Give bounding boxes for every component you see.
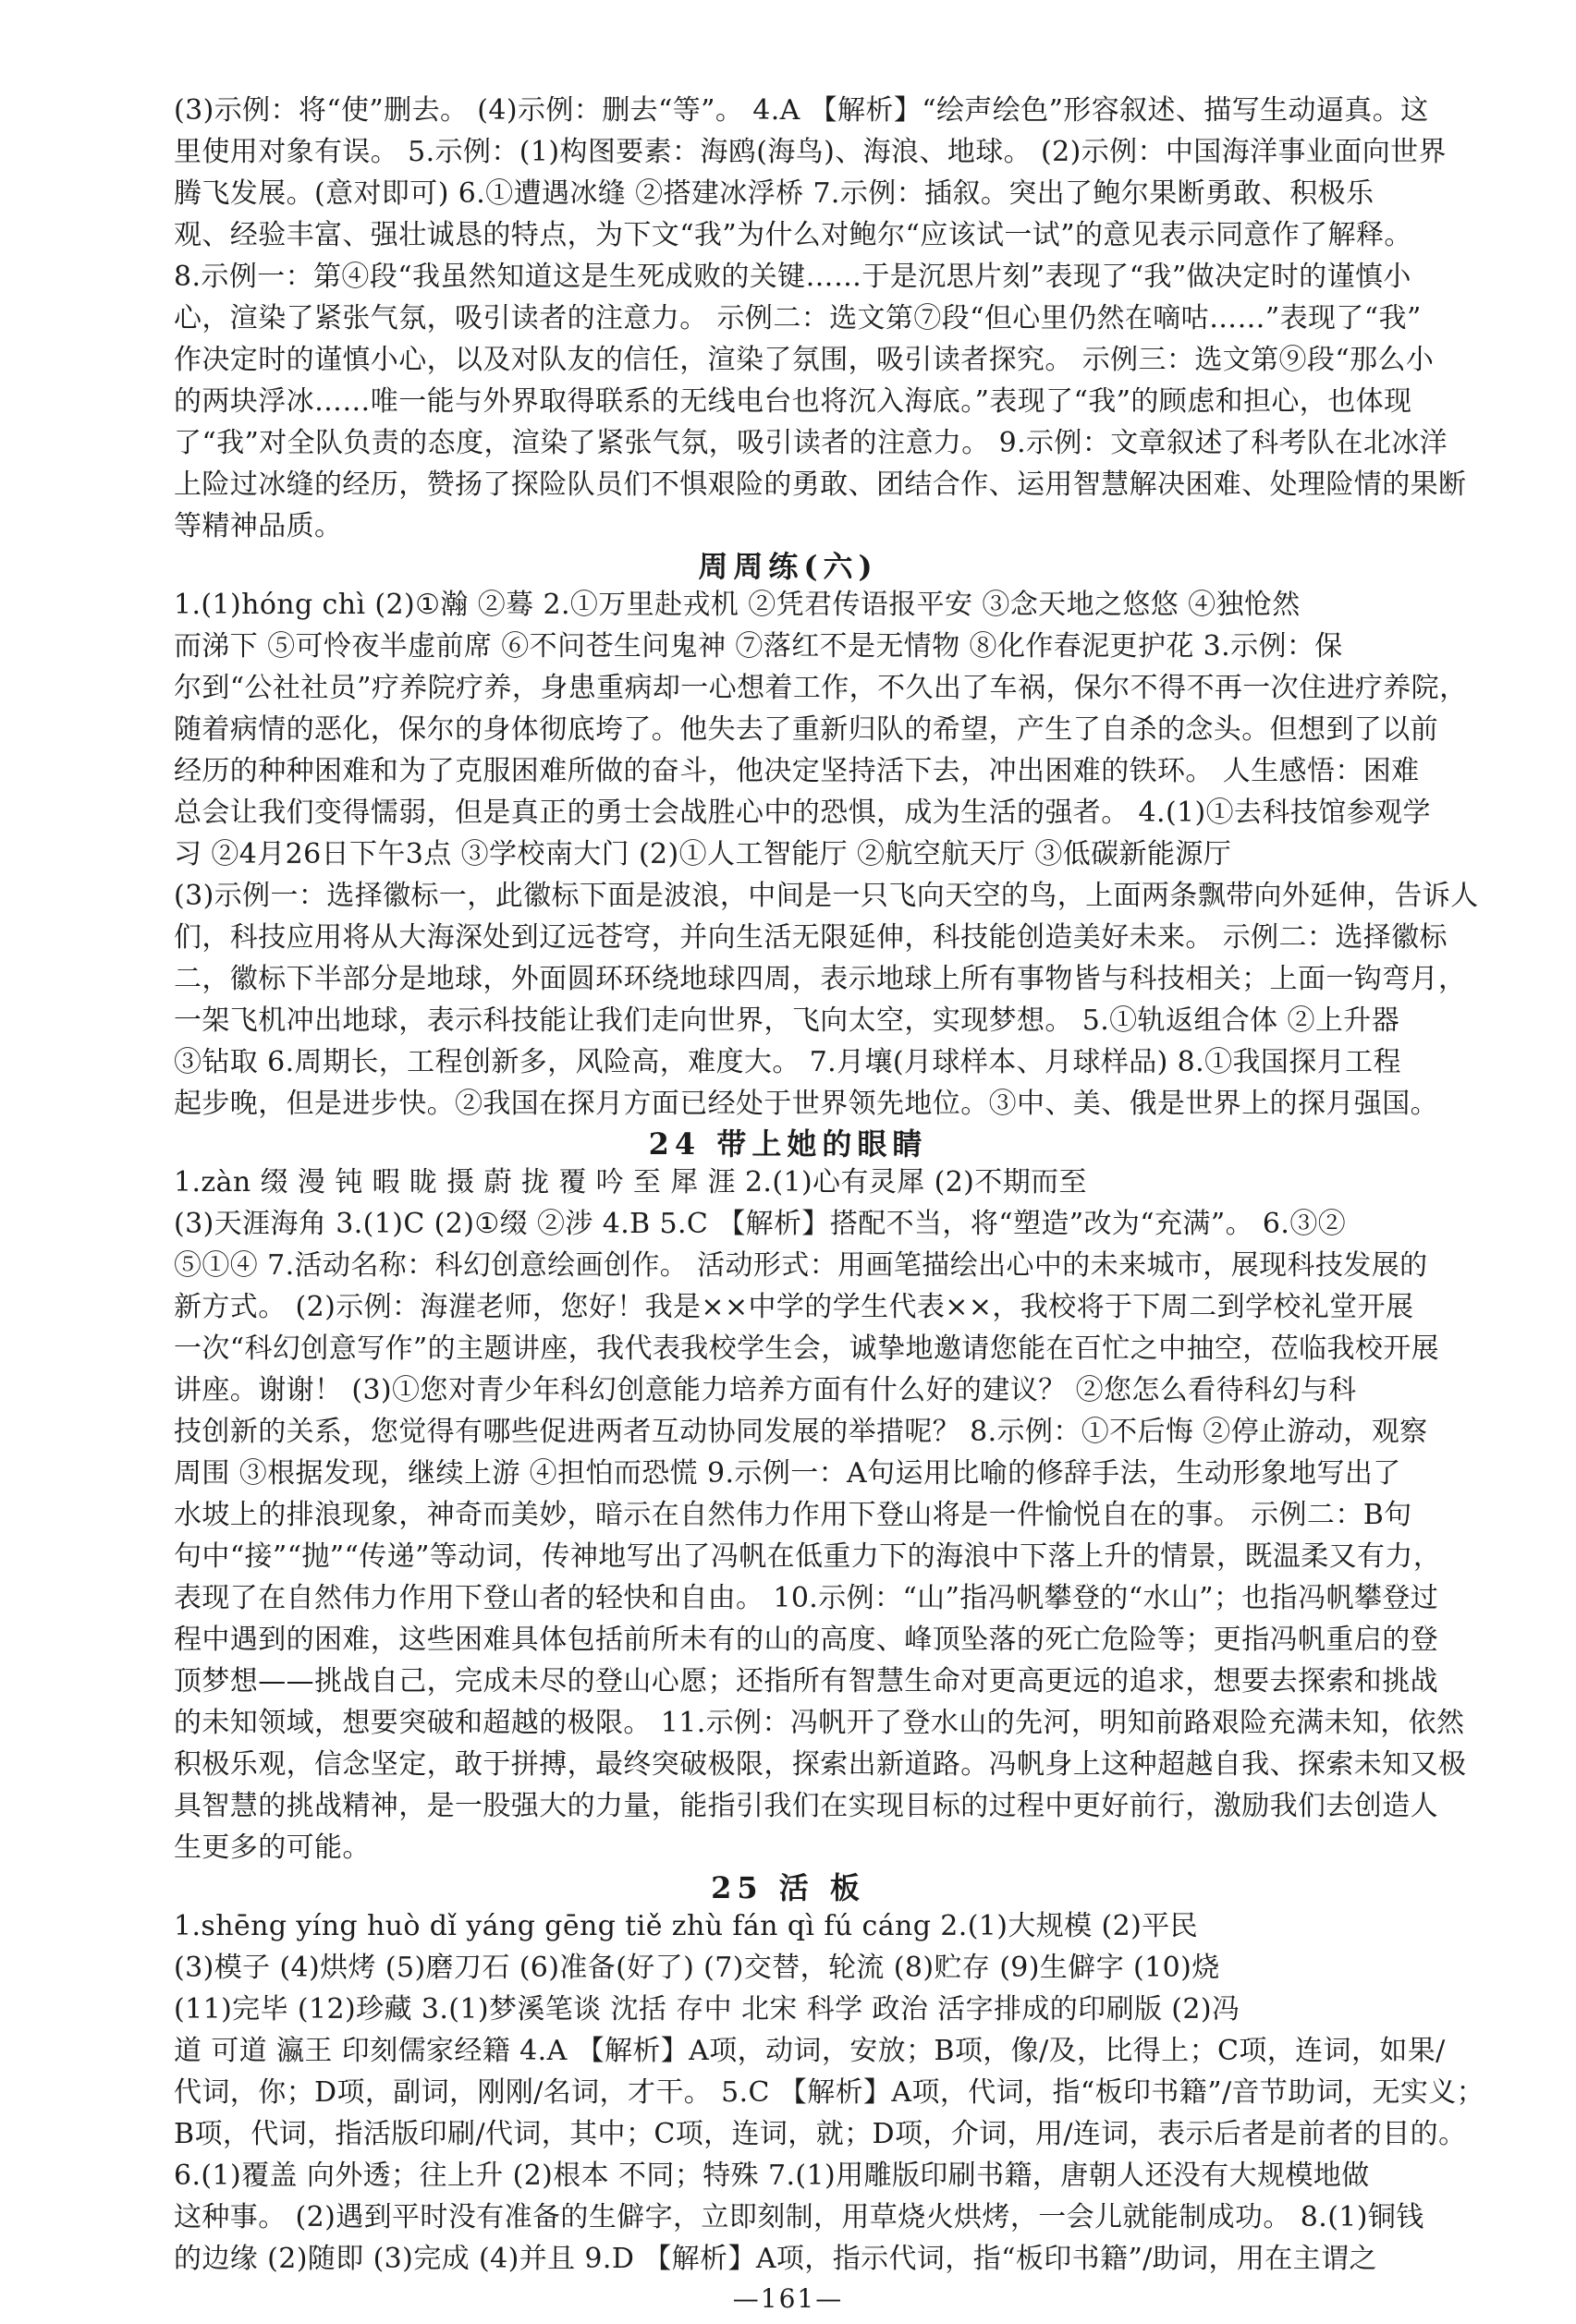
text-line: 等精神品质。	[174, 510, 343, 542]
section-heading: 24 带上她的眼睛	[648, 1126, 928, 1162]
text-line: B项，代词，指活版印刷/代词，其中；C项，连词，就；D项，介词，用/连词，表示后者是前者的目的。	[174, 2118, 1467, 2150]
text-line: 的未知领域，想要突破和超越的极限。 11.示例：冯帆开了登水山的先河，明知前路艰险充满未知，依然	[174, 1707, 1465, 1739]
text-line: 而涕下 ⑤可怜夜半虚前席 ⑥不问苍生问鬼神 ⑦落红不是无情物 ⑧化作春泥更护花 3.示例：保	[174, 630, 1343, 663]
text-line: 1.(1)hóng chì (2)①瀚 ②蓦 2.①万里赴戎机 ②凭君传语报平安 ③念天地之悠悠 ④独怆然	[174, 589, 1301, 621]
text-line: 习 ②4月26日下午3点 ③学校南大门 (2)①人工智能厅 ②航空航天厅 ③低碳新能源厅	[174, 838, 1232, 870]
text-line: 上险过冰缝的经历，赞扬了探险队员们不惧艰险的勇敢、团结合作、运用智慧解决困难、处理险情的果断	[174, 468, 1467, 501]
text-line: 积极乐观，信念坚定，敢于拼搏，最终突破极限，探索出新道路。冯帆身上这种超越自我、探索未知又极	[174, 1748, 1467, 1781]
text-line: 作决定时的谨慎小心，以及对队友的信任，渲染了氛围，吸引读者探究。 示例三：选文第⑨段“那么小	[174, 344, 1435, 376]
text-line: (3)天涯海角 3.(1)C (2)①缀 ②涉 4.B 5.C 【解析】搭配不当，将“塑造”改为“充满”。 6.③②	[174, 1208, 1347, 1240]
text-line: 总会让我们变得懦弱，但是真正的勇士会战胜心中的恐惧，成为生活的强者。 4.(1)①去科技馆参观学	[174, 797, 1431, 829]
section-heading: 周周练(六)	[698, 549, 878, 584]
text-line: 的边缘 (2)随即 (3)完成 (4)并且 9.D 【解析】A项，指示代词，指“板印书籍”/助词，用在主谓之	[174, 2243, 1377, 2275]
text-line: ③钻取 6.周期长，工程创新多，风险高，难度大。 7.月壤(月球样本、月球样品) 8.①我国探月工程	[174, 1046, 1401, 1078]
text-line: 6.(1)覆盖 向外透；往上升 (2)根本 不同；特殊 7.(1)用雕版印刷书籍，唐朝人还没有大规模地做	[174, 2160, 1370, 2192]
text-line: (11)完毕 (12)珍藏 3.(1)梦溪笔谈 沈括 存中 北宋 科学 政治 活字排成的印刷版 (2)冯	[174, 1993, 1240, 2026]
text-line: 了“我”对全队负责的态度，渲染了紧张气氛，吸引读者的注意力。 9.示例：文章叙述了科考队在北冰洋	[174, 427, 1448, 459]
text-line: 观、经验丰富、强壮诚恳的特点，为下文“我”为什么对鲍尔“应该试一试”的意见表示同意作了解释。	[174, 219, 1412, 251]
text-line: 随着病情的恶化，保尔的身体彻底垮了。他失去了重新归队的希望，产生了自杀的念头。但想到了以前	[174, 713, 1438, 746]
text-line: 道 可道 瀛王 印刻儒家经籍 4.A 【解析】A项，动词，安放；B项，像/及，比得上；C项，连词，如果/	[174, 2035, 1446, 2067]
text-line: (3)示例：将“使”删去。 (4)示例：删去“等”。 4.A 【解析】“绘声绘色”形容叙述、描写生动逼真。这	[174, 94, 1429, 127]
text-line: 程中遇到的困难，这些困难具体包括前所未有的山的高度、峰顶坠落的死亡危险等；更指冯帆重启的登	[174, 1624, 1438, 1656]
text-line: 这种事。 (2)遇到平时没有准备的生僻字，立即刻制，用草烧火烘烤，一会儿就能制成功。 8.(1)铜钱	[174, 2201, 1424, 2233]
text-line: 生更多的可能。	[174, 1831, 371, 1864]
text-line: 句中“接”“抛”“传递”等动词，传神地写出了冯帆在低重力下的海浪中下落上升的情景，既温柔又有力，	[174, 1540, 1442, 1573]
text-line: 8.示例一：第④段“我虽然知道这是生死成败的关键……于是沉思片刻”表现了“我”做决定时的谨慎小	[174, 261, 1411, 293]
text-line: 一次“科幻创意写作”的主题讲座，我代表我校学生会，诚挚地邀请您能在百忙之中抽空，莅临我校开展	[174, 1332, 1440, 1365]
text-line: 新方式。 (2)示例：海漄老师，您好！我是××中学的学生代表××，我校将于下周二到学校礼堂开展	[174, 1291, 1414, 1323]
text-line: 顶梦想——挑战自己，完成未尽的登山心愿；还指所有智慧生命对更高更远的追求，想要去探索和挑战	[174, 1665, 1438, 1697]
section-heading: 25 活 板	[711, 1870, 865, 1905]
text-line: 们，科技应用将从大海深处到辽远苍穹，并向生活无限延伸，科技能创造美好未来。 示例二：选择徽标	[174, 921, 1448, 954]
text-line: 1.shēng yíng huò dǐ yáng gēng tiě zhù fán qì fú cáng 2.(1)大规模 (2)平民	[174, 1910, 1199, 1942]
text-line: (3)示例一：选择徽标一，此徽标下面是波浪，中间是一只飞向天空的鸟，上面两条飘带向外延伸，告诉人	[174, 880, 1479, 912]
text-line: ⑤①④ 7.活动名称：科幻创意绘画创作。 活动形式：用画笔描绘出心中的未来城市，展现科技发展的	[174, 1249, 1428, 1282]
text-line: 1.zàn 缀 漫 钝 暇 眬 摄 蔚 拢 覆 吟 至 犀 涯 2.(1)心有灵犀 (2)不期而至	[174, 1166, 1087, 1199]
text-line: 技创新的关系，您觉得有哪些促进两者互动协同发展的举措呢？ 8.示例：①不后悔 ②停止游动，观察	[174, 1416, 1428, 1448]
text-line: 心，渲染了紧张气氛，吸引读者的注意力。 示例二：选文第⑦段“但心里仍然在嘀咕……”表现了“我”	[174, 302, 1422, 335]
text-line: 经历的种种困难和为了克服困难所做的奋斗，他决定坚持活下去，冲出困难的铁环。 人生感悟：困难	[174, 755, 1420, 787]
text-line: 具智慧的挑战精神，是一股强大的力量，能指引我们在实现目标的过程中更好前行，激励我们去创造人	[174, 1790, 1438, 1822]
text-line: 尔到“公社社员”疗养院疗养，身患重病却一心想着工作，不久出了车祸，保尔不得不再一次住进疗养院，	[174, 672, 1468, 704]
text-line: 二，徽标下半部分是地球，外面圆环环绕地球四周，表示地球上所有事物皆与科技相关；上面一钩弯月，	[174, 963, 1467, 995]
page-number: —161—	[732, 2283, 844, 2314]
text-line: 周围 ③根据发现，继续上游 ④担怕而恐慌 9.示例一：A句运用比喻的修辞手法，生动形象地写出了	[174, 1457, 1401, 1490]
text-line: 表现了在自然伟力作用下登山者的轻快和自由。 10.示例：“山”指冯帆攀登的“水山”；也指冯帆攀登过	[174, 1582, 1439, 1614]
text-line: (3)模子 (4)烘烤 (5)磨刀石 (6)准备(好了) (7)交替，轮流 (8)贮存 (9)生僻字 (10)烧	[174, 1952, 1220, 1984]
text-line: 一架飞机冲出地球，表示科技能让我们走向世界，飞向太空，实现梦想。 5.①轨返组合体 ②上升器	[174, 1004, 1400, 1037]
text-line: 起步晚，但是进步快。②我国在探月方面已经处于世界领先地位。③中、美、俄是世界上的探月强国。	[174, 1088, 1438, 1120]
text-line: 腾飞发展。(意对即可) 6.①遭遇冰缝 ②搭建冰浮桥 7.示例：插叙。突出了鲍尔果断勇敢、积极乐	[174, 177, 1374, 210]
text-line: 代词，你；D项，副词，刚刚/名词，才干。 5.C 【解析】A项，代词，指“板印书籍”/音节助词，无实义；	[174, 2076, 1485, 2109]
text-line: 的两块浮冰……唯一能与外界取得联系的无线电台也将沉入海底。”表现了“我”的顾虑和担心，也体现	[174, 385, 1412, 418]
text-line: 讲座。谢谢！ (3)①您对青少年科幻创意能力培养方面有什么好的建议？ ②您怎么看待科幻与科	[174, 1374, 1357, 1406]
text-line: 里使用对象有误。 5.示例：(1)构图要素：海鸥(海鸟)、海浪、地球。 (2)示例：中国海洋事业面向世界	[174, 136, 1447, 168]
text-line: 水坡上的排浪现象，神奇而美妙，暗示在自然伟力作用下登山将是一件愉悦自在的事。 示例二：B句	[174, 1499, 1412, 1531]
